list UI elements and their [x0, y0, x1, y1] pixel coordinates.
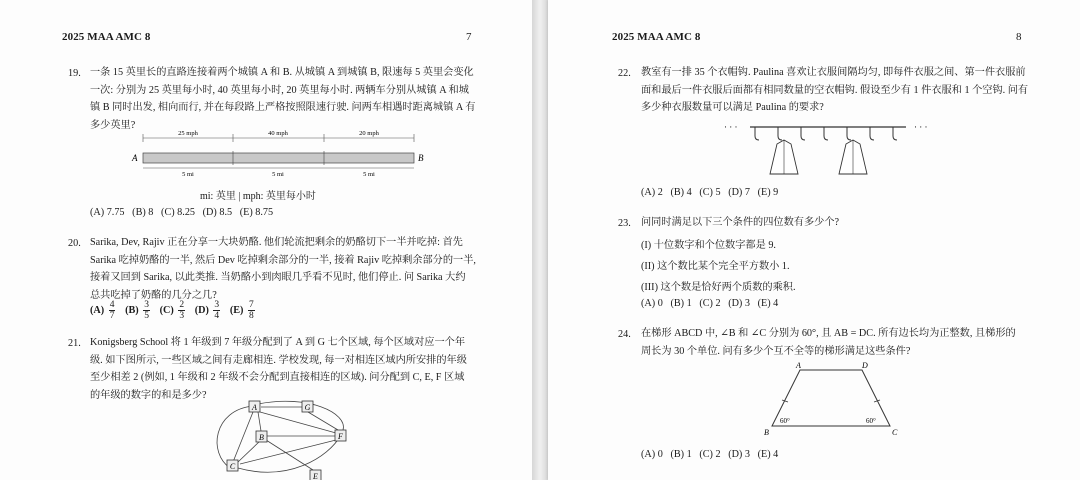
page-number: 8 — [1016, 31, 1022, 43]
choice: (A) 0 — [641, 449, 663, 460]
unit-legend: mi: 英里 | mph: 英里每小时 — [200, 191, 316, 202]
ellipsis-right: · · · — [914, 122, 928, 132]
node-label: C — [229, 462, 236, 471]
choice: (D) 7 — [728, 187, 750, 198]
corridor-edge — [240, 440, 336, 464]
text-line: Sarika, Dev, Rajiv 正在分享一大块奶酪. 他们轮流把剩余的奶酪切下一半并吃掉: 首先 — [90, 237, 463, 248]
text-line: Sarika 吃掉奶酪的一半, 然后 Dev 吃掉剩余部分的一半, 接着 Rajiv 吃掉剩余部分的一半, — [90, 254, 476, 266]
choice: (A) 0 — [641, 298, 663, 309]
text-line: 问同时满足以下三个条件的四位数有多少个? — [641, 217, 840, 228]
choice: (D) 3 — [728, 298, 750, 309]
page-header: 2025 MAA AMC 8 — [62, 31, 151, 43]
text-line: 的年级的数字的和是多少? — [90, 389, 207, 401]
length-label: 5 mi — [182, 171, 194, 178]
corridor-edge — [233, 412, 253, 462]
choice: (E) 9 — [757, 187, 779, 198]
hook — [778, 127, 782, 140]
answer-choices — [641, 187, 778, 198]
speed-label: 20 mph — [359, 130, 379, 137]
vertex-label: A — [796, 361, 801, 370]
fraction: $\frac{3}{5}$ — [144, 300, 149, 321]
choice-label: (E) — [229, 304, 244, 316]
choice: (C) 2 — [699, 449, 721, 460]
question-number: 20. — [68, 238, 81, 249]
question-number: 19. — [68, 68, 81, 79]
text-line: 周长为 30 个单位. 问有多少个互不全等的梯形满足这些条件? — [641, 345, 911, 357]
text-line: 总共吃掉了奶酪的几分之几? — [90, 289, 217, 301]
angle-label: 60° — [866, 417, 876, 425]
choice: (D) 3 — [728, 449, 750, 460]
choice: (E) 4 — [757, 298, 779, 309]
node-label: G — [304, 403, 311, 412]
node-label: F — [338, 432, 343, 441]
answer-choices — [641, 298, 778, 309]
corridor-graph — [208, 398, 368, 480]
corridor-edge — [258, 412, 261, 431]
road-bar — [143, 153, 414, 163]
text-line: 级. 如下图所示, 一些区域之间有走廊相连. 学校发现, 每一对相连区域内所安排的年级 — [90, 354, 467, 366]
choice: (E) 4 — [757, 449, 779, 460]
hook — [847, 127, 851, 140]
question-23-text — [641, 214, 1061, 232]
text-line: 多少英里? — [90, 119, 136, 131]
question-number: 24. — [618, 329, 631, 340]
question-number: 22. — [618, 68, 631, 79]
angle-label: 60° — [780, 417, 790, 425]
road-diagram — [128, 130, 428, 180]
node-label: E — [313, 472, 318, 480]
choice: (B) 4 — [670, 187, 692, 198]
choice: (B) 1 — [670, 298, 692, 309]
coat-hook-diagram — [724, 118, 944, 180]
text-line: 教室有一排 35 个衣帽钩. Paulina 喜欢让衣服间隔均匀, 即每件衣服之间、第一件衣服前 — [641, 67, 1026, 78]
question-23-conditions — [641, 235, 1061, 298]
vertex-label: B — [764, 428, 769, 437]
vertex-label: C — [892, 428, 898, 437]
speed-label: 40 mph — [268, 130, 288, 137]
fraction: $\frac{3}{4}$ — [214, 300, 220, 321]
choice: (C) 5 — [699, 187, 721, 198]
choice: (A) 7.75 — [90, 207, 125, 218]
choice: (C) 2 — [699, 298, 721, 309]
question-22-text — [641, 64, 1061, 117]
corridor-edge — [238, 441, 260, 462]
question-19-text — [90, 64, 510, 134]
node-label: A — [252, 403, 257, 412]
book-gutter — [532, 0, 548, 480]
corridor-edge — [266, 440, 313, 470]
text-line: 一条 15 英里长的直路连接着两个城镇 A 和 B. 从城镇 A 到城镇 B, 限速每 5 英里会变化 — [90, 67, 474, 78]
fraction: $\frac{7}{8}$ — [248, 300, 254, 321]
condition: (II) 这个数比某个完全平方数小 1. — [641, 261, 790, 272]
fraction: $\frac{2}{3}$ — [179, 300, 185, 321]
choice: (E) 8.75 — [239, 207, 274, 218]
choice: (C) 8.25 — [161, 207, 196, 218]
text-line: 多少种衣服数量可以满足 Paulina 的要求? — [641, 102, 824, 113]
choice: (D) 8.5 — [202, 207, 233, 218]
text-line: 一次: 分别为 25 英里每小时, 40 英里每小时, 20 英里每小时. 两辆车分别从城镇 A 和城 — [90, 84, 469, 96]
hook — [755, 127, 759, 140]
text-line: 镇 B 同时出发, 相向而行, 并在每段路上严格按照限速行驶. 问两车相遇时距离城镇 A 有 — [90, 102, 476, 113]
hook — [824, 127, 828, 140]
choice-label: (C) — [159, 304, 174, 316]
condition: (III) 这个数是恰好两个质数的乘积. — [641, 282, 796, 293]
choice: (A) 2 — [641, 187, 663, 198]
question-number: 21. — [68, 338, 81, 349]
answer-choices — [90, 207, 273, 218]
text-line: 在梯形 ABCD 中, ∠B 和 ∠C 分别为 60°, 且 AB = DC. 所有边长均为正整数, 且梯形的 — [641, 328, 1016, 339]
hook — [801, 127, 805, 140]
ellipsis-left: · · · — [724, 122, 738, 132]
node-label: B — [259, 433, 264, 442]
vertex-label: D — [862, 361, 868, 370]
hook — [870, 127, 874, 140]
question-24-text — [641, 325, 1061, 360]
answer-choices — [90, 300, 257, 321]
corridor-edge — [260, 412, 336, 433]
choice-label: (A) — [90, 304, 105, 316]
page-7 — [0, 0, 532, 480]
corridor-edge — [238, 435, 341, 472]
hook — [893, 127, 897, 140]
page-8 — [548, 0, 1080, 480]
corridor-edge — [217, 406, 253, 468]
trapezoid-diagram — [758, 360, 908, 440]
answer-choices — [641, 449, 778, 460]
fraction: $\frac{4}{7}$ — [109, 300, 115, 321]
text-line: 接着又回到 Sarika, 以此类推. 当奶酪小到肉眼几乎看不见时, 他们停止. 问 Sarika 大约 — [90, 272, 466, 283]
question-20-text — [90, 234, 510, 304]
text-line: Konigsberg School 将 1 年级到 7 年级分配到了 A 到 G 七个区域, 每个区域对应一个年 — [90, 337, 466, 348]
choice: (B) 8 — [132, 207, 154, 218]
town-b-label: B — [418, 153, 424, 163]
town-a-label: A — [132, 153, 138, 163]
hooks — [755, 127, 897, 140]
choice-label: (B) — [125, 304, 139, 316]
page-number: 7 — [466, 31, 472, 43]
page-header: 2025 MAA AMC 8 — [612, 31, 701, 43]
condition: (I) 十位数字和个位数字都是 9. — [641, 240, 776, 251]
choice-label: (D) — [194, 304, 209, 316]
speed-label: 25 mph — [178, 130, 198, 137]
question-21-text — [90, 334, 510, 404]
text-line: 面和最后一件衣服后面都有相同数量的空衣帽钩. 假设至少有 1 件衣服和 1 个空钩. 问有 — [641, 84, 1029, 96]
length-label: 5 mi — [272, 171, 284, 178]
corridor-edge — [308, 412, 338, 430]
question-number: 23. — [618, 218, 631, 229]
text-line: 至少相差 2 (例如, 1 年级和 2 年级不会分配到直接相连的区域). 问分配到 C, E, F 区域 — [90, 372, 465, 383]
length-label: 5 mi — [363, 171, 375, 178]
choice: (B) 1 — [670, 449, 692, 460]
